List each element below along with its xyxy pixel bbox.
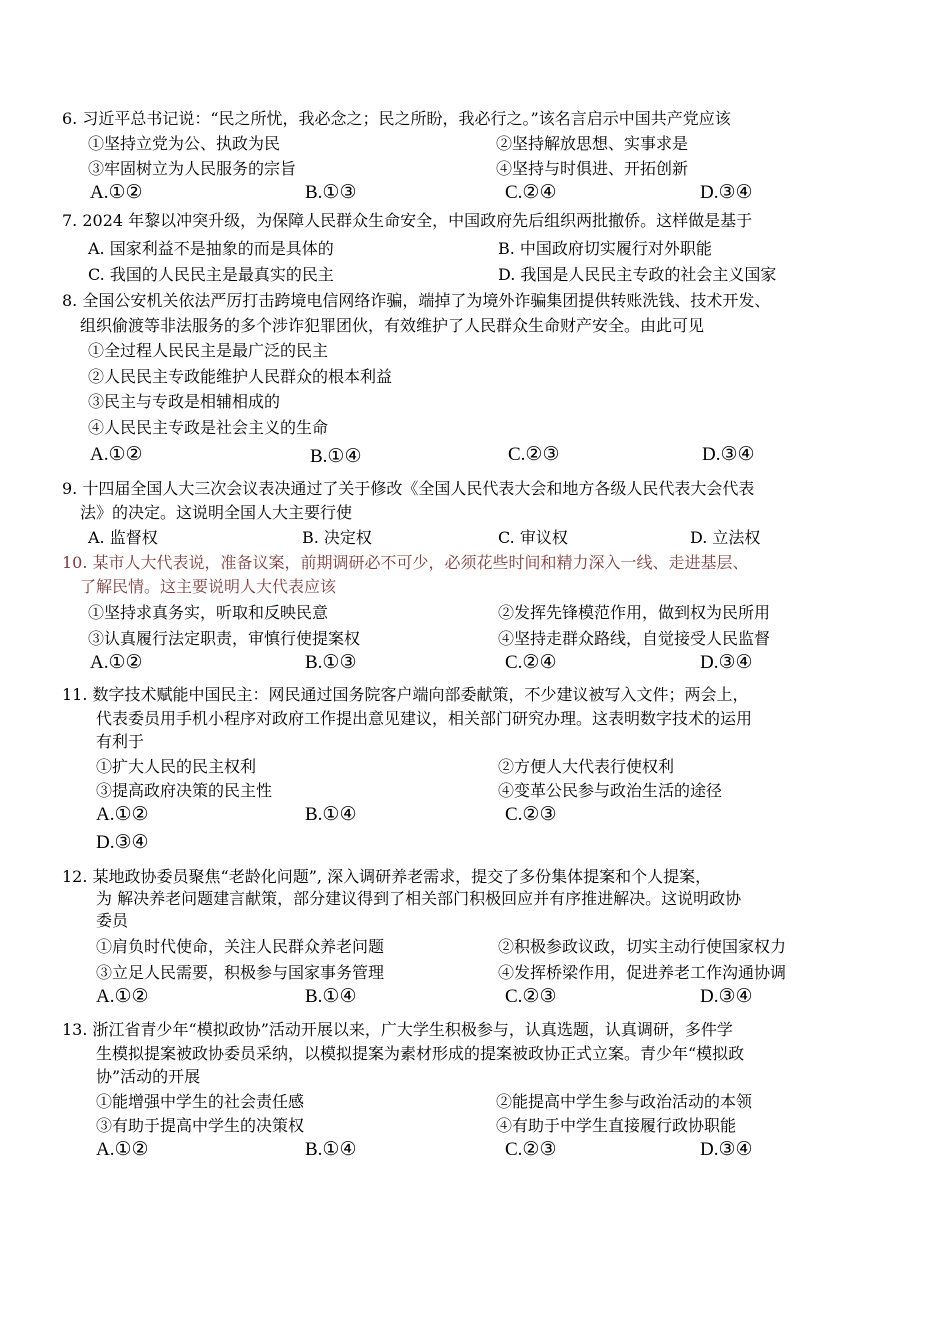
- q11-option-1: ①扩大人民的民主权利: [96, 757, 257, 776]
- q13-answer-c: C.②③: [505, 1139, 557, 1160]
- q11-answer-d: D.③④: [96, 832, 149, 853]
- q6-option-2: ②坚持解放思想、实事求是: [496, 134, 689, 153]
- q9-stem-line-1: 9. 十四届全国人大三次会议表决通过了关于修改《全国人民代表大会和地方各级人民代表大会代表: [62, 479, 755, 498]
- q12-stem-line-3: 委员: [96, 911, 129, 930]
- q12-stem-line-2: 为 解决养老问题建言献策，部分建议得到了相关部门积极回应并有序推进解决。这说明政协: [96, 889, 742, 908]
- q6-stem-line-1: 6. 习近平总书记说：“民之所忧，我必念之；民之所盼，我必行之。”该名言启示中国共产党应该: [62, 109, 731, 128]
- q6-answer-a: A.①②: [90, 182, 143, 203]
- q12-option-4: ④发挥桥梁作用，促进养老工作沟通协调: [498, 963, 787, 982]
- q6-answer-d: D.③④: [700, 182, 753, 203]
- q6-answer-c: C.②④: [505, 182, 557, 203]
- q10-stem-line-1: 10. 某市人大代表说，准备议案，前期调研必不可少，必须花些时间和精力深入一线、走进基层、: [62, 553, 749, 572]
- q8-stem-line-2: 组织偷渡等非法服务的多个涉诈犯罪团伙，有效维护了人民群众生命财产安全。由此可见: [80, 316, 705, 335]
- q6-option-4: ④坚持与时俱进、开拓创新: [496, 159, 689, 178]
- q13-option-2: ②能提高中学生参与政治活动的本领: [496, 1092, 753, 1111]
- q12-option-1: ①肩负时代使命，关注人民群众养老问题: [96, 937, 385, 956]
- q8-option-4: ④人民民主专政是社会主义的生命: [88, 418, 329, 437]
- q10-stem-line-2: 了解民情。这主要说明人大代表应该: [80, 577, 337, 596]
- q8-option-1: ①全过程人民民主是最广泛的民主: [88, 341, 329, 360]
- q11-answer-c: C.②③: [505, 804, 557, 825]
- q11-stem-line-3: 有利于: [96, 732, 145, 751]
- q6-option-1: ①坚持立党为公、执政为民: [88, 134, 281, 153]
- q10-answer-d: D.③④: [700, 652, 753, 673]
- q13-stem-line-2: 生模拟提案被政协委员采纳，以模拟提案为素材形成的提案被政协正式立案。青少年“模拟政: [96, 1044, 745, 1063]
- q13-stem-line-1: 13. 浙江省青少年“模拟政协”活动开展以来，广大学生积极参与，认真选题，认真调研，多件学: [62, 1020, 733, 1039]
- q11-stem-line-1: 11. 数字技术赋能中国民主：网民通过国务院客户端向部委献策，不少建议被写入文件；两会上，: [62, 685, 749, 704]
- q13-answer-a: A.①②: [96, 1139, 149, 1160]
- q7-stem-line-1: 7. 2024 年黎以冲突升级，为保障人民群众生命安全，中国政府先后组织两批撤侨。这样做是基于: [62, 211, 753, 230]
- q12-option-2: ②积极参政议政，切实主动行使国家权力: [498, 937, 787, 956]
- q6-answer-b: B.①③: [305, 182, 357, 203]
- q10-option-4: ④坚持走群众路线，自觉接受人民监督: [498, 629, 771, 648]
- q12-answer-a: A.①②: [96, 986, 149, 1007]
- q7-option-b: B. 中国政府切实履行对外职能: [498, 239, 712, 258]
- q10-answer-c: C.②④: [505, 652, 557, 673]
- q13-option-4: ④有助于中学生直接履行政协职能: [496, 1116, 737, 1135]
- q12-answer-c: C.②③: [505, 986, 557, 1007]
- q11-stem-line-2: 代表委员用手机小程序对政府工作提出意见建议，相关部门研究办理。这表明数字技术的运用: [96, 709, 753, 728]
- q13-option-1: ①能增强中学生的社会责任感: [96, 1092, 305, 1111]
- q8-option-2: ②人民民主专政能维护人民群众的根本利益: [88, 367, 393, 386]
- q12-answer-d: D.③④: [700, 986, 753, 1007]
- q10-option-2: ②发挥先锋模范作用，做到权为民所用: [498, 603, 771, 622]
- q11-answer-b: B.①④: [305, 804, 357, 825]
- q8-option-3: ③民主与专政是相辅相成的: [88, 392, 281, 411]
- q9-option-c: C. 审议权: [498, 528, 568, 547]
- q10-answer-a: A.①②: [90, 652, 143, 673]
- q13-answer-d: D.③④: [700, 1139, 753, 1160]
- q12-stem-line-1: 12. 某地政协委员聚焦“老龄化问题”, 深入调研养老需求，提交了多份集体提案和个人提案，: [62, 867, 712, 886]
- q8-answer-d: D.③④: [702, 444, 755, 465]
- q11-option-4: ④变革公民参与政治生活的途径: [498, 781, 723, 800]
- q8-answer-a: A.①②: [90, 444, 143, 465]
- q8-answer-b: B.①④: [310, 446, 362, 467]
- q10-answer-b: B.①③: [305, 652, 357, 673]
- q9-option-d: D. 立法权: [690, 528, 761, 547]
- q11-option-2: ②方便人大代表行使权利: [498, 757, 675, 776]
- q7-option-a: A. 国家利益不是抽象的而是具体的: [88, 239, 334, 258]
- q8-answer-c: C.②③: [508, 444, 560, 465]
- q8-stem-line-1: 8. 全国公安机关依法严厉打击跨境电信网络诈骗，端掉了为境外诈骗集团提供转账洗钱、技术开发、: [62, 291, 771, 310]
- q11-answer-a: A.①②: [96, 804, 149, 825]
- q9-option-a: A. 监督权: [88, 528, 158, 547]
- q6-option-3: ③牢固树立为人民服务的宗旨: [88, 159, 297, 178]
- q10-option-1: ①坚持求真务实，听取和反映民意: [88, 603, 329, 622]
- q13-stem-line-3: 协”活动的开展: [96, 1067, 201, 1086]
- q7-option-d: D. 我国是人民民主专政的社会主义国家: [498, 265, 777, 284]
- q13-answer-b: B.①④: [305, 1139, 357, 1160]
- q12-answer-b: B.①④: [305, 986, 357, 1007]
- q9-stem-line-2: 法》的决定。这说明全国人大主要行使: [80, 503, 353, 522]
- q9-option-b: B. 决定权: [302, 528, 372, 547]
- q12-option-3: ③立足人民需要，积极参与国家事务管理: [96, 963, 385, 982]
- q11-option-3: ③提高政府决策的民主性: [96, 781, 273, 800]
- q13-option-3: ③有助于提高中学生的决策权: [96, 1116, 305, 1135]
- q10-option-3: ③认真履行法定职责，审慎行使提案权: [88, 629, 361, 648]
- q7-option-c: C. 我国的人民民主是最真实的民主: [88, 265, 334, 284]
